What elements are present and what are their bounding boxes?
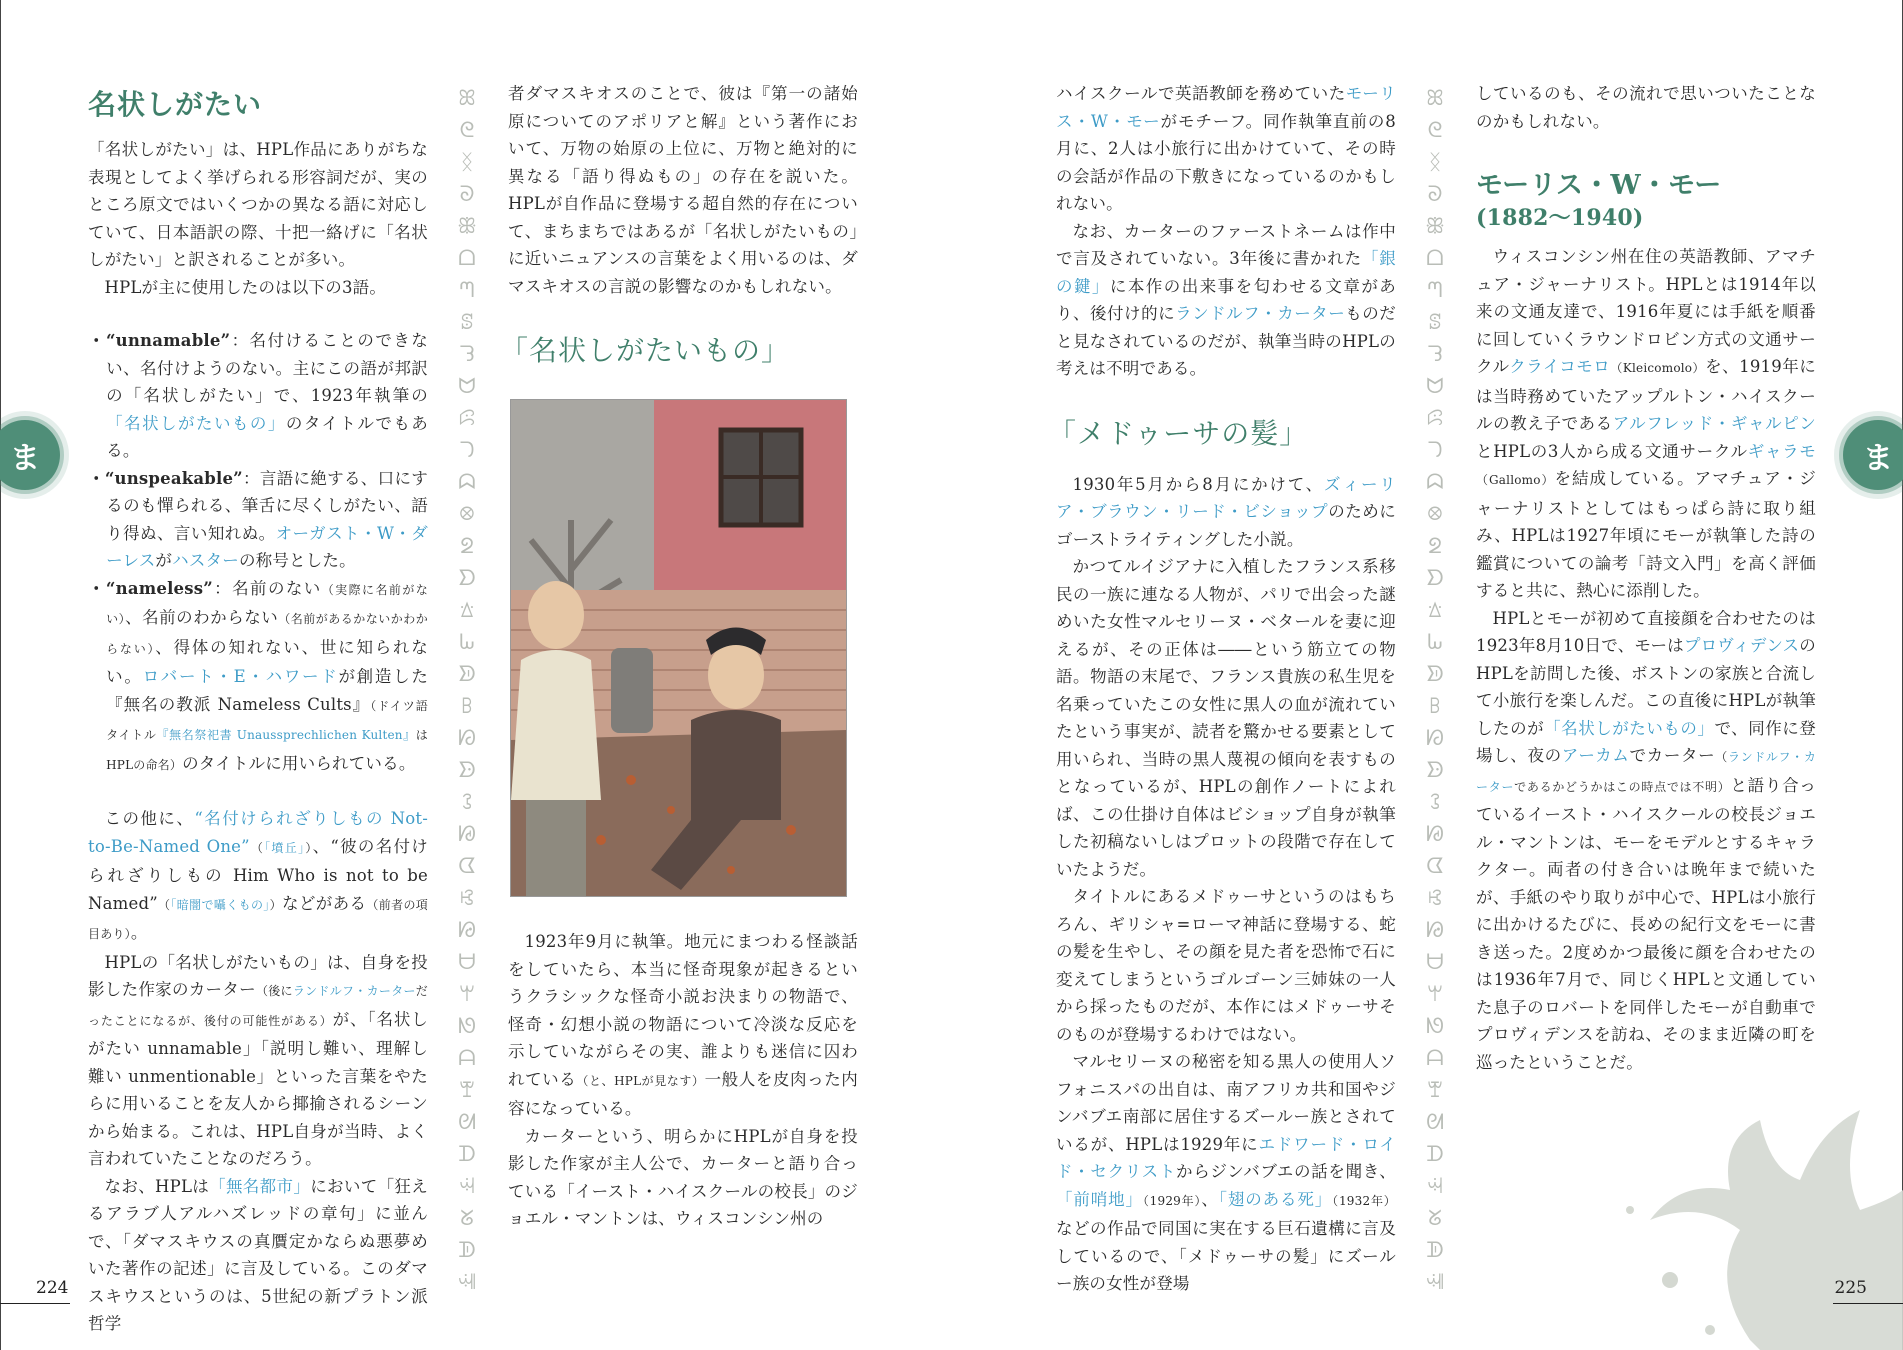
ornament-glyph-icon: ᗨ (1426, 950, 1444, 974)
column-2 (500, 80, 858, 388)
ornament-glyph-icon: ꕸ (1426, 406, 1444, 430)
text: 、名前のわからない (125, 608, 279, 627)
ornament-glyph-icon: ᗢ (1426, 374, 1444, 398)
text: に本作の出来事を匂わせる文章があり、後付け的に (1056, 276, 1396, 323)
text: 、得体の知れない、世に知られない。 (106, 637, 428, 686)
ornament-glyph-icon: ᗫ (458, 1238, 476, 1262)
ornament-glyph-icon: ᘚ (458, 1014, 476, 1038)
text: がモチーフ。同作執筆直前の8月に、2人は小旅行に出かけていて、その時の会話が作品の下敷きになっているのかもしれない。 (1056, 111, 1396, 213)
page-number-left: 224 (36, 1278, 69, 1298)
term: ・“nameless” (88, 578, 213, 598)
bullet-item (88, 575, 428, 780)
note: であるかどうかはこの時点では不明） (1514, 779, 1731, 794)
paragraph (1476, 243, 1816, 605)
ornament-glyph-icon: ᗥ (458, 662, 476, 686)
ornament-glyph-icon: ꕥ (457, 214, 477, 238)
ornament-glyph-icon: ꕥ (1425, 214, 1445, 238)
text: 1923年9月に執筆。地元にまつわる怪談話をしていたら、本当に怪奇現象が起きるというクラシックな怪奇小説お決まりの物語で、怪奇・幻想小説の物語について冷淡な反応を示していながらその実、誰よりも迷信に囚われている (508, 932, 858, 1089)
paragraph (88, 805, 428, 949)
paragraph: 者ダマスキオスのことで、彼は『第一の諸始原についてのアポリアと解』という著作において、万物の始原の上位に、万物と絶対的に異なる「語り得ぬもの」の存在を説いた。HPLが自作品に登場する超自然的存在について、まちまちではあるが「名状しがたいもの」に近いニュアンスの言葉をよく用いるのは、ダマスキオスの言説の影響なのかもしれない。 (508, 84, 858, 296)
text: ものだと見なされているのだが、執筆当時のHPLの考えは不明である。 (1056, 304, 1396, 378)
text: とHPLの3人から成る文通サークル (1476, 441, 1748, 461)
ornament-glyph-icon: ꕸ (458, 406, 476, 430)
text: 一般人を皮肉った内容になっている。 (508, 1069, 858, 1118)
text: ：名前のない (212, 578, 322, 598)
paragraph: かつてルイジアナに入植したフランス系移民の一族に連なる人物が、パリで出会った謎めいた女性マルセリーヌ・ベタールを妻に迎えるが、その正体は――という筋立ての物語。物語の末尾で、フランス貴族の私生児を名乗っていたこの女性に黒人の血が流れていたという事実が、読者を驚かせる要素として用いられ、当時の黒人蔑視の傾向を表すものとなっているが、HPLの創作ノートによれば、この仕掛け自体はビショップ自身が執筆した初稿ないしはプロットの段階で存在していたようだ。 (1056, 557, 1396, 879)
ornament-glyph-icon: ꕝ (457, 1270, 477, 1294)
ornament-glyph-icon: ᘜ (1428, 1206, 1442, 1230)
page-rule-right (1833, 1303, 1903, 1304)
ornament-glyph-icon: ᗪ (458, 1142, 476, 1166)
note: （ドイツ語タイトル (106, 698, 428, 742)
text: のHPLを訪問した後、ボストンの家族と合流して小旅行を楽しんだ。この直後にHPLが執筆したのが (1476, 636, 1816, 738)
note: （前者の項目あり） (88, 897, 429, 941)
text: などがある (282, 893, 367, 913)
section-subheading: (1882〜1940) (1476, 205, 1644, 231)
ornament-glyph-icon: ᘈ (1427, 630, 1443, 654)
link[interactable]: 「暗闇で囁くもの」 (170, 897, 270, 912)
link[interactable]: 「無名都市」 (209, 1176, 311, 1196)
text: において「狂えるアラブ人アルハズレッドの章句」に並んで、「ダマスキウスの真贋定かならぬ悪夢めいた著作の記述」に言及している。このダマスキウスというのは、5世紀の新プラトン派哲学 (88, 1176, 428, 1333)
note: （1929年） (1142, 1193, 1202, 1208)
link[interactable]: ランドルフ・カーター (1476, 750, 1817, 794)
ornament-glyph-icon: ᘐ (1427, 182, 1443, 206)
decorative-glyph-strip-left (450, 86, 484, 1294)
page-rule-left (0, 1303, 70, 1304)
text: が創造した『無名の教派 Nameless Cults』 (106, 667, 429, 714)
link[interactable]: ロバート・E・ハワード (142, 667, 339, 686)
text: からジンバブエの話を聞き、 (1176, 1162, 1396, 1181)
column-3 (1048, 80, 1397, 1298)
ornament-glyph-icon: ᘓ (459, 118, 475, 142)
text: のタイトルでもある。 (106, 413, 428, 460)
left-edge (0, 0, 1, 1350)
ornament-glyph-icon: ᘜ (460, 1206, 474, 1230)
ornament-glyph-icon: ᗣ (458, 470, 476, 494)
ornament-glyph-icon: ᛝ (460, 150, 474, 174)
bullet-item (88, 327, 428, 465)
text: なお、HPLは (104, 1176, 210, 1196)
paragraph (1056, 471, 1396, 554)
text: マルセリーヌの秘密を知る黒人の使用人ソフォニスバの出自は、南アフリカ共和国やジンバブエ南部に居住するズールー族とされているが、HPLは1929年に (1056, 1052, 1396, 1154)
text: を結成している。アマチュア・ジャーナリストとしてはもっぱら詩に取り組み、HPLは1927年頃にモーが執筆した詩の鑑賞についての論考「詩文入門」を高く評価すると共に、熱心に添削した。 (1476, 469, 1816, 600)
ornament-glyph-icon: ᗦ (1426, 758, 1444, 782)
note: （実際に名前がない） (106, 582, 428, 626)
ornament-glyph-icon: ᗪ (1426, 1142, 1444, 1166)
link[interactable]: ハスター (172, 551, 239, 570)
link[interactable]: 「名状しがたいもの」 (1544, 718, 1715, 738)
ornament-glyph-icon: ᗤ (1426, 566, 1444, 590)
link[interactable]: ランドルフ・カーター (292, 984, 416, 998)
ornament-glyph-icon: ꕙ (1427, 886, 1443, 910)
term: ・“unspeakable” (88, 468, 243, 488)
note: だったことになるが、後付の可能性がある） (88, 984, 428, 1028)
note: （Gallomo） (1476, 473, 1555, 487)
ornament-glyph-icon: ꕘ (1429, 790, 1441, 814)
note: （1932年） (1332, 1193, 1397, 1208)
text: ：名付けることのできない、名付けようのない。主にこの語が邦訳の「名状しがたい」で、1923年執筆の (106, 331, 429, 405)
ornament-glyph-icon: ᘛ (1426, 1110, 1444, 1134)
ornament-glyph-icon: ꕕ (458, 502, 476, 526)
column-2-bottom (508, 928, 858, 1233)
ornament-glyph-icon: ꕖ (459, 598, 475, 622)
link[interactable]: 『無名祭祀書 Unaussprechlichen Kulten』 (156, 728, 416, 742)
text: のためにゴーストライティングした小説。 (1056, 502, 1396, 549)
note: はHPLの命名） (106, 728, 428, 772)
text: を、1919年には当時務めていたアップルトン・ハイスクールの教え子である (1476, 357, 1817, 433)
paragraph: しているのも、その流れで思いついたことなのかもしれない。 (1476, 84, 1816, 131)
ornament-glyph-icon: ᘚ (1426, 1014, 1444, 1038)
text: ：言語に絶する、口にするのも憚られる、筆舌に尽くしがたい、語り得ぬ、言い知れぬ。 (106, 468, 429, 543)
ornament-glyph-icon: ꕷ (1428, 310, 1442, 334)
ornament-glyph-icon: ᘉ (1427, 278, 1443, 302)
text: 1930年5月から8月にかけて、 (1072, 474, 1324, 494)
ornament-glyph-icon: ᘈ (459, 630, 475, 654)
link[interactable]: エドワード・ロイド・セクリスト (1056, 1134, 1396, 1181)
ornament-glyph-icon: ᗧ (1426, 854, 1444, 878)
paragraph (1056, 80, 1396, 218)
ornament-glyph-icon: ᘊ (459, 342, 475, 366)
ornament-glyph-icon: ᘙ (458, 918, 476, 942)
note: （名前があるかないかわからない） (106, 612, 428, 656)
section-heading: 「名状しがたいもの」 (500, 334, 791, 367)
section-heading: モーリス・W・モー (1476, 170, 1722, 201)
link[interactable]: オーガスト・W・ダーレス (106, 523, 429, 570)
ornament-glyph-icon: ᘖ (460, 534, 474, 558)
index-tab-right (1843, 420, 1903, 490)
link[interactable]: 「墳丘」 (264, 840, 306, 855)
note: （と、HPLが見なす） (576, 1073, 705, 1088)
ornament-glyph-icon: ᘉ (459, 278, 475, 302)
ornament-glyph-icon: ᗦ (458, 758, 476, 782)
link[interactable]: ズィーリア・ブラウン・リード・ビショップ (1056, 474, 1397, 521)
text: が、「名状しがたい unnamable」「説明し難い、理解し難い unmentionable」といった言葉をやたらに用いることを友人から揶揄されるシーンから始まる。これは、HPL自身が当時、よく言われていたことなのだろう。 (88, 1009, 428, 1168)
ornament-glyph-icon: ꕜ (458, 1174, 476, 1198)
column-1 (88, 88, 428, 1338)
text: と語り合っているイースト・ハイスクールの校長ジョエル・マントンは、モーをモデルとするキャラクター。両者の付き合いは晩年まで続いたが、手紙のやり取りが中心で、HPLは小旅行に出かけるたびに、長めの紀行文をモーに書き送った。2度めかつ最後に顔を合わせたのは1936年7月で、同じくHPLと文通していた息子のロバートを同伴したモーが自動車でプロヴィデンスを訪ね、そのまま近隣の町を巡ったということだ。 (1476, 775, 1817, 1072)
ornament-glyph-icon: ᗢ (458, 374, 476, 398)
ornament-glyph-icon: ꕷ (460, 310, 474, 334)
link[interactable]: ランドルフ・カーター (1175, 304, 1346, 323)
note: （後に (255, 984, 293, 998)
ornament-glyph-icon: ᘄ (459, 438, 475, 462)
ornament-glyph-icon: ꕛ (458, 1078, 476, 1102)
link[interactable]: 「銀の鍵」 (1056, 249, 1396, 296)
ornament-glyph-icon: ꕛ (1426, 1078, 1444, 1102)
ornament-glyph-icon: ᛝ (1428, 150, 1442, 174)
section-heading: 名状しがたい (88, 88, 263, 121)
ornament-glyph-icon: ᗝ (1426, 246, 1444, 270)
ornament-glyph-icon: ꕝ (1425, 1270, 1445, 1294)
note: （ (1715, 750, 1728, 764)
ornament-glyph-icon: ᘘ (1426, 822, 1444, 846)
text: HPLの「名状しがたいもの」は、自身を投影した作家のカーター (88, 952, 428, 999)
paragraph: カーターという、明らかにHPLが自身を投影した作家が主人公で、カーターと語り合っている「イースト・ハイスクールの校長」のジョエル・マントンは、ウィスコンシン州の (508, 1126, 858, 1228)
ornament-glyph-icon: ᗤ (458, 566, 476, 590)
paragraph (1476, 605, 1816, 1077)
ornament-glyph-icon: ꕖ (1427, 598, 1443, 622)
text: ウィスコンシン州在住の英語教師、アマチュア・ジャーナリスト。HPLとは1914年以来の文通友達で、1916年夏には手紙を順番に回していくラウンドロビン方式の文通サークル (1476, 247, 1816, 376)
ornament-glyph-icon: ᘘ (458, 822, 476, 846)
link[interactable]: ギャラモ (1747, 441, 1816, 461)
ornament-glyph-icon: ᘐ (459, 182, 475, 206)
index-tab-left (0, 420, 60, 490)
ornament-glyph-icon: ꕤ (1426, 86, 1444, 110)
ornament-glyph-icon: ꕙ (459, 886, 475, 910)
ornament-glyph-icon: ᗨ (458, 950, 476, 974)
text: なお、カーターのファーストネームは作中で言及されていない。3年後に書かれた (1056, 221, 1396, 268)
text: 、 (1201, 1189, 1219, 1209)
link[interactable]: プロヴィデンス (1683, 636, 1800, 655)
paragraph: タイトルにあるメドゥーサというのはもちろん、ギリシャ=ローマ神話に登場する、蛇の髪を生やし、その顔を見た者を恐怖で石に変えてしまうというゴルゴーン三姉妹の一人から採ったものだが、本作にはメドゥーサそのものが登場するわけではない。 (1056, 887, 1396, 1044)
link[interactable]: 「前哨地」 (1056, 1189, 1143, 1209)
note: ） (269, 897, 283, 912)
ornament-glyph-icon: ᘗ (1426, 726, 1444, 750)
ornament-glyph-icon: ꕕ (1426, 502, 1444, 526)
tab-char: ま (1863, 441, 1893, 476)
paragraph (1056, 1048, 1396, 1298)
ornament-glyph-icon: ᗥ (1426, 662, 1444, 686)
spacer (88, 301, 428, 327)
link[interactable]: アーカム (1561, 746, 1630, 765)
ornament-glyph-icon: ꕘ (461, 790, 473, 814)
ornament-glyph-icon: ᗫ (1426, 1238, 1444, 1262)
ornament-glyph-icon: ᗩ (1426, 1046, 1444, 1070)
ornament-glyph-icon: ꕚ (458, 982, 476, 1006)
paragraph (508, 928, 858, 1123)
note: （ (249, 840, 265, 855)
link[interactable]: アルフレッド・ギャルピン (1612, 414, 1816, 433)
text: HPLとモーが初めて直接顔を合わせたのは1923年8月10日で、モーは (1476, 608, 1816, 655)
bullet-item (88, 465, 428, 575)
link[interactable]: “名付けられざりしもの Not-to-Be-Named One” (88, 809, 428, 856)
paragraph: HPLが主に使用したのは以下の3語。 (104, 277, 387, 297)
ornament-glyph-icon: ᘓ (1427, 118, 1443, 142)
ornament-glyph-icon: ᘖ (1428, 534, 1442, 558)
spacer (88, 779, 428, 805)
ornament-glyph-icon: ꕗ (1429, 694, 1441, 718)
text: などの作品で同国に実在する巨石遺構に言及しているので、「メドゥーサの髪」にズールー族の女性が登場 (1056, 1219, 1396, 1293)
ornament-glyph-icon: ᘄ (1427, 438, 1443, 462)
ornament-glyph-icon: ᘙ (1426, 918, 1444, 942)
link[interactable]: 「名状しがたいもの」 (106, 413, 286, 433)
text: 、“彼の名付けられざりしもの Him Who is not to be Named” (88, 836, 428, 913)
text: の称号とした。 (238, 551, 356, 570)
text: で、同作に登場し、夜の (1476, 718, 1817, 765)
ornament-glyph-icon: ᘛ (458, 1110, 476, 1134)
spacer (1476, 135, 1816, 169)
link[interactable]: 「翅のある死」 (1218, 1189, 1333, 1209)
link[interactable]: クライコモロ (1509, 357, 1611, 376)
page-number-right: 225 (1834, 1278, 1867, 1298)
ornament-glyph-icon: ᗩ (458, 1046, 476, 1070)
text: が (155, 551, 173, 570)
term: ・“unnamable” (88, 331, 231, 350)
scene-illustration (511, 400, 846, 896)
ornament-glyph-icon: ꕗ (461, 694, 473, 718)
ornament-glyph-icon: ᘊ (1427, 342, 1443, 366)
tab-char: ま (10, 441, 40, 476)
section-heading: 「メドゥーサの髪」 (1048, 416, 1309, 450)
ink-splash-decoration (1560, 1080, 1903, 1350)
ornament-glyph-icon: ᗝ (458, 246, 476, 270)
illustration (510, 399, 847, 897)
paragraph (1056, 218, 1396, 383)
decorative-glyph-strip-right (1418, 86, 1452, 1294)
text: 。 (130, 923, 148, 942)
note: ） (305, 840, 313, 855)
ornament-glyph-icon: ꕜ (1426, 1174, 1444, 1198)
text: でカーター (1629, 746, 1716, 765)
text: ハイスクールで英語教師を務めていた (1056, 84, 1346, 103)
text: のタイトルに用いられている。 (182, 753, 416, 773)
ornament-glyph-icon: ᘗ (458, 726, 476, 750)
note: （Kleicomolo） (1610, 361, 1706, 375)
paragraph (88, 1173, 428, 1338)
note: （ (157, 897, 171, 912)
text: この他に、 (104, 809, 195, 828)
link[interactable]: モーリス・W・モー (1056, 84, 1396, 131)
ornament-glyph-icon: ꕚ (1426, 982, 1444, 1006)
column-4 (1476, 80, 1816, 1076)
ornament-glyph-icon: ᗧ (458, 854, 476, 878)
ornament-glyph-icon: ᗣ (1426, 470, 1444, 494)
paragraph (88, 949, 428, 1173)
ornament-glyph-icon: ꕤ (458, 86, 476, 110)
paragraph: 「名状しがたい」は、HPL作品にありがちな表現としてよく挙げられる形容詞だが、実のところ原文ではいくつかの異なる語に対応していて、日本語訳の際、十把一絡げに「名状しがたい」と訳されることが多い。 (88, 140, 428, 269)
